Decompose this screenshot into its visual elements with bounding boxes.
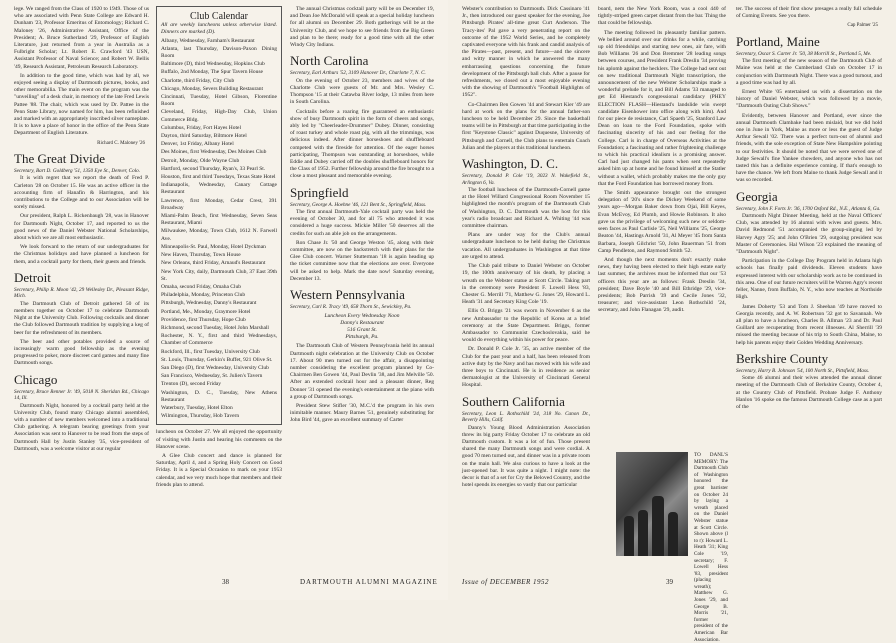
club-calendar-intro: All are weekly luncheons unless otherwise listed. Dinners are marked (D). [161,22,277,36]
article-paragraph: Co-Chairmen Ben Gowen '44 and Stewart Kier '49 are hard at work on the plans for the annual father-son luncheon to be held December 29. Since the basketball teams will be in Pittsburgh at that time participating in the first "Keystone Classic" against Duquesne, University of Pittsburgh and Cornell, the Club plans to entertain Coach Julian and the players at this traditional luncheon. [462,101,590,151]
article-paragraph: Participation in the College Day Program held in Atlanta high schools has finally paid dividends. Eleven students have expressed interest with our scholarship work as to be continued in this area. One of our future recruiters will be Warren Agry's recent feller, Nanne, from Buffalo, N. Y., who now teaches at Northside High. [736,258,882,301]
secretary-line: Secretary, George A. Hoehne '46, 121 Bent St., Springfield, Mass. [290,201,427,208]
article-paragraph: The Dartmouth Club of Detroit gathered 50 of its members together on October 17 to celebrate Dartmouth Night at the University Club. Following cocktails and dinner the Club followed Dartmouth tradition by supplying a keg of beer for the refreshment of its members. [14,300,149,336]
club-calendar-item: Omaha, second Friday, Omaha Club [161,283,241,290]
right-column-1 [462,6,590,574]
club-calendar-item: Charlotte, third Friday, City Club [161,77,235,84]
article-paragraph: Plans are under way for the Club's annual undergraduate luncheon to be held during the Christmas vacation. All undergraduates in Washington at that time are urged to attend. [462,232,590,260]
club-calendar-item: Miami-Palm Beach, first Wednesday, Seven Seas Restaurant, Miami [161,213,277,227]
club-calendar-item: Wilmington, Thursday, Hob Tavern [161,413,240,420]
secretary-line: Secretary, Bart D. Goldberg '51, 1350 Eye St., Denver, Colo. [14,167,141,174]
article-paragraph: Ernest White '05 entertained us with a dissertation on the history of Daniel Webster, which was followed by a movie, "Dartmouth Outing Club Shows." [736,88,882,110]
club-calendar-box [156,6,282,425]
article-paragraph: And though the next moments don't exactly make news, they having been elected to their high estate early last summer, the archives must be informed that our '53 officers this year are as follows: Frank Dreslin '34, president; Dave Boyle '40 and Bill Ethridge '29, vice-presidents; Bob Parrish '39 and Cecile Jones '32, treasurer; and vice-assistant Leon Rothschild '24, secretary, and John Flanagan '29, audit. [598,256,726,314]
right-column-2 [598,6,726,456]
club-calendar-item: Lawrence, first Monday, Cedar Crest, 391 Broadway [161,197,277,211]
club-calendar-item: Des Moines, first Wednesday, Des Moines Club [161,149,267,156]
photo-caption: TO DANL'S MEMORY: The Dartmouth Club of Washington honored the great barrister on October 24 by laying a wreath placed on the Daniel Webster statue at Scott Circle. Shown above (l to r): Howard L. Heath '31; King Cole '19, secretary; F. Lowell Hess '83, president (placing wreath); Matthew G. Jones '29, and George B. Morris '21, former president of the American Bar Association. [694,452,728,643]
club-calendar-item: Minneapolis-St. Paul, Monday, Hotel Dyckman [161,243,266,250]
club-calendar-title: Club Calendar [189,11,249,22]
club-calendar-item: Cleveland, Friday, High-Day Club, Union Commerce Bldg. [161,109,277,123]
club-calendar-item: New Haven, Thursday, Town House [161,252,241,259]
article-paragraph: The Dartmouth Club of Western Pennsylvania held its annual Dartmouth night celebration at the University Club on October 17. About 90 men turned out for the affair, a disappointing number considering the excellent program planned by Co-Chairmen Ben Gowen '44, Paul Devlin '38, and Jim Melville '50. After an extended cocktail hour and a pleasant dinner, Reg Donner '31 opened the evening's entertainment at the piano with a group of Dartmouth songs. [290,343,434,400]
club-calendar-item: Dayton, third Saturday, Biltmore Hotel [161,133,247,140]
secretary-line: Secretary, Earl Arthurs '52, 3109 Hanover Dr., Charlotte 7, N. C. [290,70,426,77]
club-calendar-item: Denver, 1st Friday, Albany Hotel [161,141,234,148]
section-heading-springfield: Springfield [290,184,349,200]
article-paragraph: Our president, Ralph L. Rickenbaugh '28, was in Hanover for Dartmouth Night, October 17, and reported to us the good news of the Daniel Webster National Scholarships, about which we are all most enthusiastic. [14,213,149,241]
section-heading-north-carolina: North Carolina [290,53,369,69]
club-calendar-item: Waterbury, Tuesday, Hotel Elton [161,404,233,411]
club-calendar-item: Richmond, second Tuesday, Hotel John Marshall [161,324,269,331]
left-column-1 [14,6,149,574]
right-page [448,0,896,643]
article-paragraph: The Smith appearance brought out the strongest delegation of '20's since the Dickey Weekend of some years ago—Morgan Baker down from Ojai, Bill Keyes, Evan McEvoy, Ed Plumb, and Howie Robinson. It also gave us the privilege of welcoming such new or seldom-seen faces as Paul Carlisle '25, Neil Williams '25, George Beaton '44, Hastings Arnold '31, Al Meyer '45 from Santa Barbara, Joseph Gilchrist '50, John Bauerman '51 from Camp Pendleton, and Raymond Smith '52. [598,190,726,254]
left-column-3 [290,6,434,574]
club-calendar-item: Portland, Me., Monday, Graymore Hotel [161,308,251,315]
club-calendar-item: Milwaukee, Monday, Town Club, 1612 N. Farwell Ave. [161,228,277,242]
club-calendar-item: Columbus, Friday, Fort Hayes Hotel [161,124,241,131]
section-heading-detroit: Detroit [14,269,51,285]
article-paragraph: The annual Christmas cocktail party will be on December 19, and Dean Joe McDonald will speak at a special holiday luncheon for all alumni on December 29. Both gatherings will be at the University Club, and we hope to see friends from the Big Green and plan to be there; ready for a good time with all the other Windy City Indians. [290,6,434,49]
magazine-footer: DARTMOUTH ALUMNI MAGAZINE [300,578,438,586]
club-calendar-item: Atlanta, last Thursday, Davison-Paxon Dining Room [161,45,277,60]
penn-state-intro: lege. We ranged from the Class of 1920 to 1949. Those of us who are associated with Penn State College are Edward H. Dunham '23, Professor Emeritus of Entomology; Richard C. Maloney '26, Administrative Assistant, Office of the President; A. Bruce Sutherland '29, Professor of English Literature, just returned from a year in Australia as a Fulbright Scholar; Lt. Robert E. Crawford '43 USN, Assistant Professor of Naval Science; and Robert W. Bellis '49, Research Assistant, Petroleum Research Laboratory. [14,6,149,70]
secretary-line: Secretary, Bruce Renner Jr. '49, 5018 N. Sheridan Rd., Chicago 14, Ill. [14,388,149,402]
club-calendar-item: Philadelphia, Monday, Princeton Club [161,292,246,299]
club-calendar-item: New Orleans, third Friday, Arnaud's Restaurant [161,260,266,267]
secretary-line: Secretary, Harry B. Johnson '54, 100 North St., Pittsfield, Mass. [736,367,870,374]
article-paragraph: Webster's contribution to Dartmouth. Dick Cassinaro '41 Jr., then introduced our guest speaker for the evening, Joe Pittsburgh Pirates' all-time great Curt Anderson. The Tracy-ites' Pal gave a very penetrating report on the outcome of the 1952 World Series, and he completely captivated everyone with his frank and candid analysis of the Pirates—past, present, and future—and the sincere and witty manner in which he answered the many embarrassing questions concerning the future development of the Pittsburgh ball club. After a pause for refreshments, we closed out a most enjoyable evening with the showing of Dartmouth's "Football Highlights of 1952". [462,6,590,99]
club-calendar-item: Detroit, Monday, Olde Wayne Club [161,157,240,164]
article-paragraph: The first annual Dartmouth-Yale cocktail party was held the evening of October 30, and for all 75 who attended it was considered a huge success. Mickie Miller '50 deserves all the credits for such an able job on the arrangements. [290,209,434,237]
club-calendar-item: Albany, Wednesday, Farnham's Restaurant [161,37,255,44]
article-paragraph: Dartmouth Night Dinner Meeting, held at the Naval Officers' Club, was attended by 16 alumni with wives and guests. Mrs. David Redmond '51 accompanied the group-singing led by Harvey Agry '25; and John O'Brien '29, outgoing president was Master of Ceremonies. Hal Wilson '23 explained the meaning of "Dartmouth Night". [736,213,882,256]
club-calendar-item: Houston, first and third Tuesdays, Texas State Hotel [161,174,276,181]
club-calendar-item: St. Louis, Thursday, Gerkin's Buffet, 921 Olive St. [161,356,273,363]
club-calendar-item: Baltimore (D), third Wednesday, Hopkins Club [161,61,265,68]
article-paragraph: ter. The success of their first show presages a really full schedule of Coming Events. See you there. [736,6,882,20]
section-heading-washington: Washington, D. C. [462,156,559,172]
secretary-line: Secretary, John F. Forts Jr. '36, 1700 Oxford Rd., N.E., Atlanta 6, Ga. [736,205,881,212]
article-paragraph: The first meeting of the new season of the Dartmouth Club of Maine was held at the Cumberland Club on October 17 in conjunction with Dartmouth Night. There was a good turnout, and a good time was had by all. [736,58,882,86]
secretary-line: Secretary, Carl R. Tracy '49, 658 Thorn St., Sewickley, Pa. [290,304,412,311]
article-paragraph: It is with regret that we report the death of Fred P. Carleton '28 on October 15. He was an active officer in the accounting firm of Hanafin & Harrington, and his contributions to the College and to our Association will be sorely missed. [14,175,149,211]
right-column-3 [736,6,882,574]
secretary-line: Secretary, Leon L. Rothschild '24, 318 No. Canon Dr., Beverly Hills, Calif. [462,410,590,424]
page-number-right: 39 [666,578,673,586]
article-paragraph: Cocktails before a roaring fire guaranteed an enthusiastic show of busy Dartmouth spirit in the form of cheers and songs, ably led by "Cheerleader-Drummer" Dubey. Dinner, consisting of roast turkey and whole roast pig, with all the trimmings, was delicious indeed. After dinner horseshoes and shuffleboard competed with the fireside for attention. Of the eager horses participating, Thompson was outstanding at horseshoes, while Eddie and Dubey carried off the doubles shuffleboard honors for the Class of 1952. Further fellowship around the fire brought to a close a most pleasant and memorable evening. [290,108,434,180]
section-heading-southern-california: Southern California [462,393,565,409]
article-paragraph: Evidently, between Hanover and Portland, ever since the annual Dartmouth Clambake had been mislaid, but we did hold one in June in York, Maine as more or less the guest of Judge Arthur Sewall '02. There was a perfect turn-out of alumni and friends, with the sole exception of State New Hampshire pointing to our festivities. It should be noted that we were served one of Judge Sewall's fine Yankee chowders, and anyone who has not tasted this has a definite experience coming. If that's enough to have the chance. We left from Maine to thank Judge Sewall and it was so recorded. [736,112,882,184]
article-paragraph: luncheon on October 27. We all enjoyed the opportunity of visiting with Justin and hearing his comments on the Hanover scene. [156,429,282,450]
left-column-2 [156,6,282,574]
secretary-line: Secretary, Donald P. Cole '19, 3023 N. Wakefield St., Arlington 6, Va. [462,173,590,186]
article-paragraph: Some 46 alumni and their wives attended the annual dinner meeting of the Dartmouth Club of Berkshire County, October 4, at the Country Club of Pittsfield. Probate Judge F. Anthony Hanlon '16 spoke on the famous Dartmouth College case as a part of the [736,375,882,411]
article-paragraph: Danny's Young Blood Administration Association threw its big party Friday October 17 to celebrate an old Dartmouth custom. It was a lot of fun. Those present shared the many Dartmouth songs and were cordial. A good 70 men turned out, and dinner was in a private room on the main hall. We also curious to have a look at the just-opened bar. It was quite a night. I might note: the decor is that of a set for Cry the Beloved Country, and the hotel spends its energies so vastly that our particular [462,424,590,489]
section-heading-great-divide: The Great Divide [14,150,105,166]
article-paragraph: The beer and other potables provided a source of increasingly warm good fellowship as the evening progressed to poker, more discreet card games and many fine Dartmouth songs. [14,338,149,367]
webster-statue-photo [616,452,688,556]
photo-figure [668,512,678,556]
article-paragraph: President Stew Stifler '30, M.C.'d the program in his own inimitable manner. Maury Barnes '51, genuinely substituting for John Bird '44, gave an excellent summary of Carter [290,403,434,424]
club-calendar-item: Buffalo, 2nd Monday, The Spur Tavern House [161,69,263,76]
club-calendar-item: New York City, daily, Dartmouth Club, 37 East 39th St. [161,268,277,282]
article-paragraph: The football luncheon of the Dartmouth-Cornell game at the Hotel Willard Congressional Room November 15 highlighted the month's program of the Dartmouth Club of Washington, D. C. Dartmouth was the host for this year's radio broadcast and Richard A. Whiting '44 was committee chairman. [462,187,590,230]
section-heading-western-pennsylvania: Western Pennsylvania [290,287,405,303]
secretary-line: Secretary, Oscar S. Carter Jr. '50, 38 Morrill St., Portland 5, Me. [736,50,872,57]
photo-figure [624,516,634,556]
signature: Cap Palmer '25 [847,23,878,29]
signature: Richard C. Maloney '26 [97,140,145,146]
club-calendar-item: San Diego (D), first Wednesday, University Club [161,364,269,371]
section-heading-berkshire: Berkshire County [736,350,829,366]
club-calendar-item: Hartford, second Thursday, Ryan's, 33 Pearl St. [161,165,266,172]
penn-state-intro-2: In addition to the good time, which was had by all, we enjoyed seeing a display of Dartmouth pictures, books, and other memorabilia. The main event on the program was the "unveiling" of a desk chair, in memory of the late Fred Lewis Pattee '88. The chair, which was used by Dr. Pattee in the Penn State Library, now named for him, has been refinished and marked with an appropriately inscribed silver nameplate. It is to have a place of honor in the office of the Penn State Department of English Literature. [14,72,150,137]
secretary-line: Secretary, Philip R. Moon '42, 29 Wellesley Dr., Pleasant Ridge, Mich. [14,286,149,300]
club-calendar-item: Rockford, Ill., first Tuesday, University Club [161,348,260,355]
article-paragraph: board, nem the New York Room, was a cool 440 of tightly-striped green carpet distant from the bar. Thing the that could be fellowship. [598,6,726,27]
club-calendar-item: Chicago, Monday, Severs Building Restaurant [161,85,263,92]
page-number-left: 38 [222,578,229,586]
article-paragraph: The Club paid tribute to Daniel Webster on October 19, the 100th anniversary of his death, by placing a wreath on the Webster statue at Scott Circle. Taking part in the ceremony were President F. Lowell Hess '83, Chester G. Merrill '71, Matthew G. Jones '29, Howard L. Heath '31 and Secretary King Cole '19. [462,263,590,306]
left-page [0,0,448,600]
club-calendar-item: Trenton (D), second Friday [161,381,221,388]
luncheon-note: Luncheon Every Wednesday Noon Danny's Restaurant 516 Grant St. Pittsburgh, Pa. [324,312,400,341]
club-calendar-item: Indianapolis, Wednesday, Canary Cottage Restaurant [161,182,277,196]
article-paragraph: On the evening of October 23, members and wives of the Charlotte Club were guests of Mr. and Mrs. Wesley C. Thompson '15 at their Catawba River lodge, 13 miles from here in South Carolina. [290,77,434,106]
article-paragraph: James Doherty '53 and Tom J. Sheehan '49 have moved to Georgia recently, and A. W. Robertson '32 got to Savannah. We all plan to have a luncheon, Charles B. Allman '23 and Dr. Paul Guillard are recuperating from recent illnesses. Al Sherrill '39 missed the meeting because of his trip to South China, Maine, to help his parents enjoy their Golden Wedding Anniversary. [736,303,882,346]
issue-footer: Issue of DECEMBER 1952 [462,578,550,586]
club-calendar-item: Pittsburgh, Wednesday, Danny's Restaurant [161,300,257,307]
club-calendar-item: Cincinnati, Tuesday, Hotel Gibson, Florentine Room [161,94,277,108]
article-paragraph: Dr. Donald P. Cole Jr. '35, an active member of the Club for the past year and a half, has been released from active duty by the Navy and has moved with his wife and three boys to Cincinnati. He is in residence as senior dermatologist at the University of Cincinnati General Hospital. [462,346,590,389]
photo-figure [638,510,648,556]
article-paragraph: Ellis O. Briggs '21 was sworn in November 6 as the new Ambassador to the Republic of Korea at a brief ceremony at the State Department. Briggs, former Ambassador to Communist Czechoslovakia, said he would do everything within his power for peace. [462,308,590,344]
section-heading-portland: Portland, Maine [736,33,820,49]
section-heading-georgia: Georgia [736,188,778,204]
section-heading-chicago: Chicago [14,371,58,387]
club-calendar-item: Washington, D. C., Tuesday, New Athens Restaurant [161,389,277,403]
article-paragraph: Ron Chase Jr. '50 and George Weston '45, along with their committee, are now on the backstretch with their plans for the Glee Club concert. Warner Stutterman '18 is again heading up the ticket committee now that the elections are over. Everyone will be asked to help. Mark the date now! Saturday evening, December 13. [290,239,434,282]
club-calendar-list [161,38,277,421]
article-paragraph: Dartmouth Night, honored by a cocktail party held at the University Club, found many Chicago alumni assembled, with a number of new members welcomed into a traditional Club gathering. A telegram bearing greetings from your Association was sent to Hanover to be read from the steps of Dartmouth Hall by Justin Stanley '35, vice-president of Dartmouth, was a welcome visitor at our regular [14,402,149,452]
club-calendar-item: San Francisco, Wednesday, St. Julien's Tavern [161,373,263,380]
club-calendar-item: Providence, first Thursday, Hope Club [161,316,246,323]
article-paragraph: The meeting followed its pleasantly familiar pattern. We bellied around over our drinks for a while, catching up old friendships and starting new ones, air fare, with Bob Williams '26 and Don Bremmer '28 leading songs between courses, and President Frank Dreslin '34 proving his aplomb against the hecklers. The College had sent out on new traditional Dartmouth Night transcription, the announcement of the new Webster Scholarships made a wonderful prelude for it, and Bill Adams '33 managed to get Ed Hiestand's congressional candidacy (PHEY ELECTION FLASH—Hiestand's landslide win swept candidate Eisenhower into office along with him). And for our piece de resistance, Carl Spaeth '25, Stanford Law Dean on loan to the Ford Foundation, spoke with fascinating sincerity of his and our feeling for the College. Carl is in charge of Overseas Activities at the Foundation; a fascinating and rather frightening challenge to which his practical idealism is a promising answer. Carl had just changed his pants when sent repeatedly asked him up at home and he found himself at the Statler without a wallet, which probably makes me the only guy that the Ford Foundation has borrowed money from. [598,29,726,187]
article-paragraph: A Glee Club concert and dance is planned for Saturday, April 4, and a Spring Holy Concert on Good Friday. It is a Special Occasion to mark on your 1953 calendar, and we very much hope that members and their friends plan to attend. [156,452,282,488]
article-paragraph: We look forward to the return of our undergraduates for the Christmas holidays and have planned a luncheon for them, and a cocktail party for them, their guests and friends. [14,244,149,265]
photo-figure [652,496,664,556]
club-calendar-item: Rochester, N. Y., first and third Wednesdays, Chamber of Commerce [161,333,277,347]
